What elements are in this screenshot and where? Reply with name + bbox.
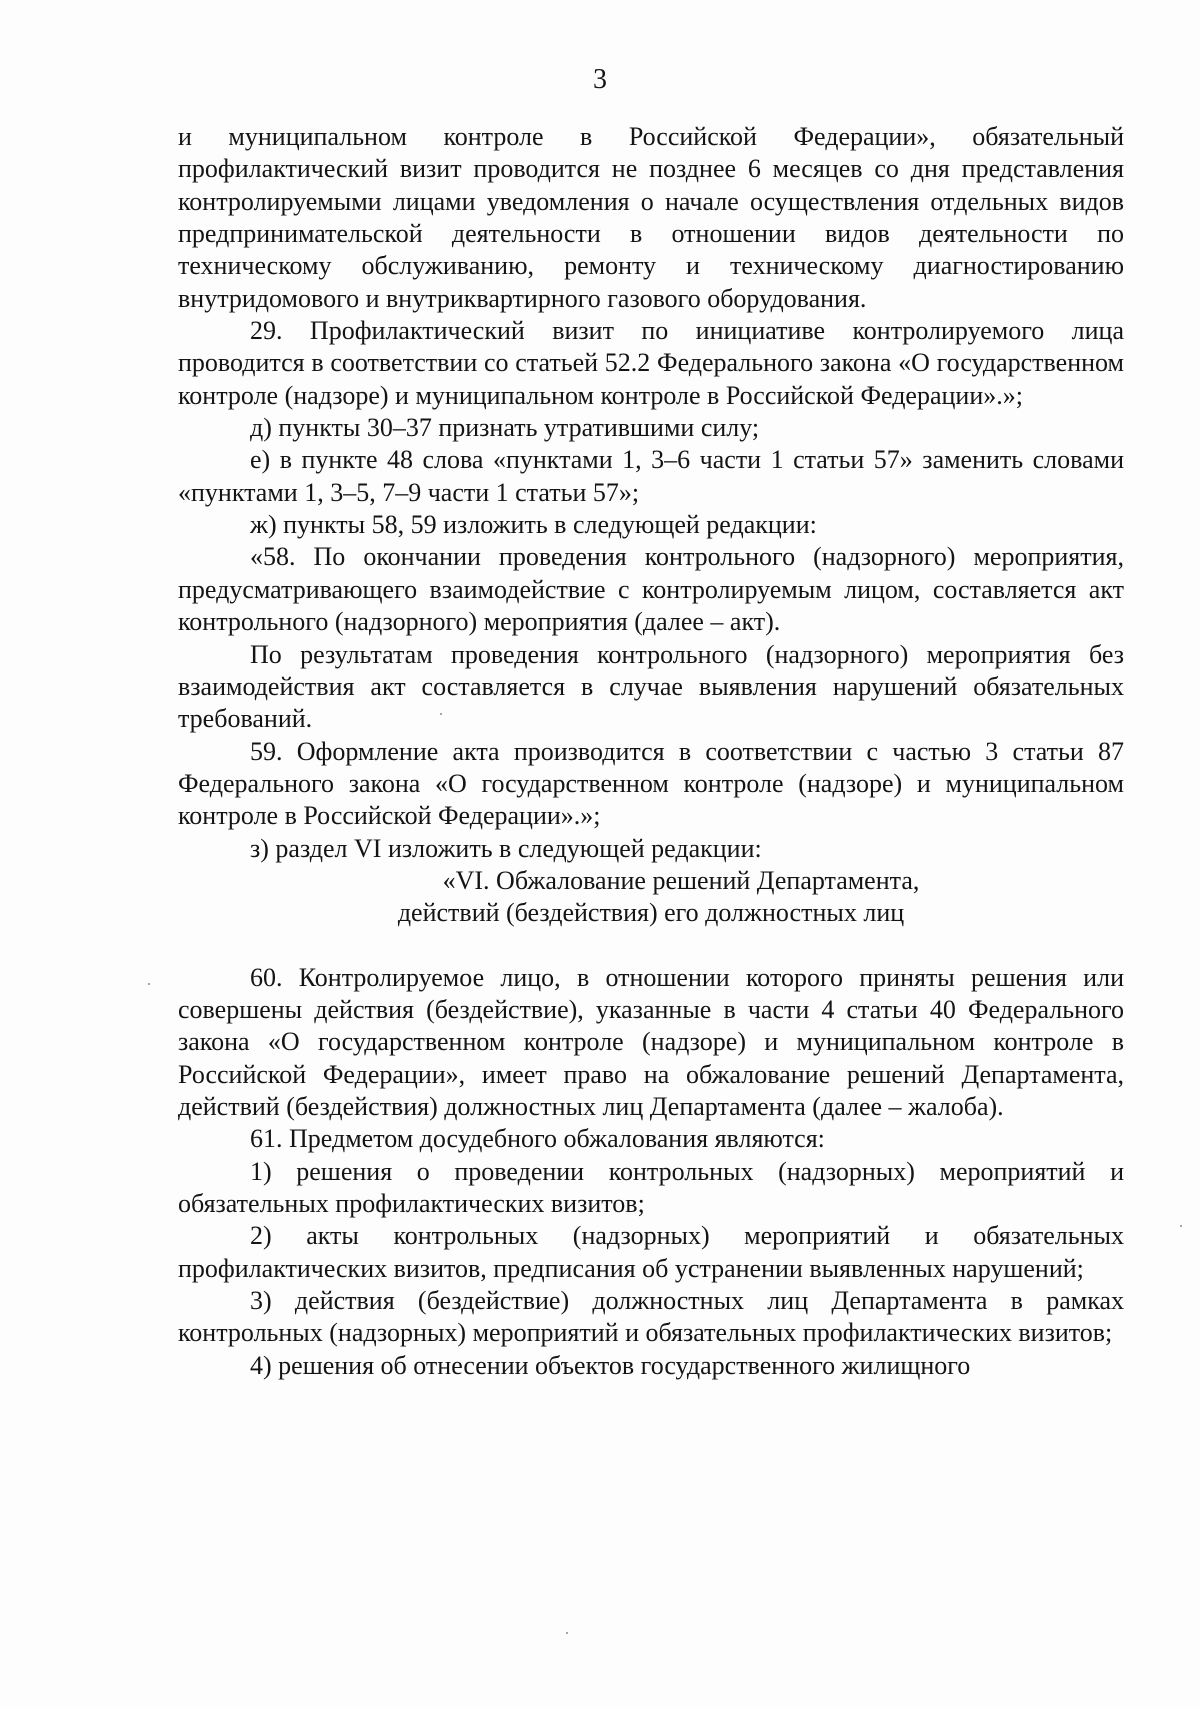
paragraph-item-61-3: 3) действия (бездействие) должностных лиц Департамента в рамках контрольных (надзорных) мероприятий и обязательных профилактических визитов; bbox=[178, 1286, 1124, 1348]
paragraph-item-60: 60. Контролируемое лицо, в отношении которого приняты решения или совершены действия (бездействие), указанные в части 4 статьи 40 Федерального закона «О государственном контроле (надзоре) и муниципальном контроле в Российской Федерации», имеет право на обжалование решений Департамента, действий (бездействия) должностных лиц Департамента (далее – жалоба). bbox=[178, 962, 1124, 1121]
section-heading bbox=[178, 865, 1124, 930]
scan-speck bbox=[148, 983, 150, 985]
paragraph-item-61-1: 1) решения о проведении контрольных (надзорных) мероприятий и обязательных профилактических визитов; bbox=[178, 1156, 1124, 1218]
paragraph-item-61: 61. Предметом досудебного обжалования являются: bbox=[250, 1124, 825, 1154]
paragraph-item-58-cont: По результатам проведения контрольного (надзорного) мероприятия без взаимодействия акт составляется в случае выявления нарушений обязательных требований. bbox=[178, 639, 1124, 734]
paragraph-item-29: 29. Профилактический визит по инициативе контролируемого лица проводится в соответствии со статьей 52.2 Федерального закона «О государственном контроле (надзоре) и муниципальном контроле в Российской Федерации».»; bbox=[178, 316, 1124, 410]
paragraph-subitem-d: д) пункты 30–37 признать утратившими силу; bbox=[250, 413, 760, 443]
paragraph-item-61-2: 2) акты контрольных (надзорных) мероприятий и обязательных профилактических визитов, предписания об устранении выявленных нарушений; bbox=[178, 1221, 1124, 1283]
document-body bbox=[178, 121, 1124, 1382]
section-heading-line-1: «VI. Обжалование решений Департамента, bbox=[442, 865, 920, 895]
paragraph-subitem-e: е) в пункте 48 слова «пунктами 1, 3–6 части 1 статьи 57» заменить словами «пунктами 1, 3–5, 7–9 части 1 статьи 57»; bbox=[178, 445, 1124, 507]
paragraph-item-58: «58. По окончании проведения контрольного (надзорного) мероприятия, предусматривающего взаимодействие с контролируемым лицом, составляется акт контрольного (надзорного) мероприятия (далее – акт). bbox=[178, 542, 1124, 637]
paragraph-continuation: и муниципальном контроле в Российской Федерации», обязательный профилактический визит проводится не позднее 6 месяцев со дня представления контролируемыми лицами уведомления о начале осуществления отдельных видов предпринимательской деятельности в отношении видов деятельности по техническому обслуживанию, ремонту и техническому диагностированию внутридомового и внутриквартирного газового оборудования. bbox=[178, 122, 1124, 313]
section-heading-line-2: действий (бездействия) его должностных лиц bbox=[397, 898, 905, 928]
paragraph-subitem-zh: ж) пункты 58, 59 изложить в следующей редакции: bbox=[250, 510, 817, 540]
paragraph-subitem-z: з) раздел VI изложить в следующей редакции: bbox=[250, 833, 762, 863]
page-number: 3 bbox=[593, 64, 607, 95]
scan-speck bbox=[1180, 1225, 1182, 1227]
scan-speck bbox=[440, 713, 442, 715]
paragraph-item-59: 59. Оформление акта производится в соответствии с частью 3 статьи 87 Федерального закона «О государственном контроле (надзоре) и муниципальном контроле в Российской Федерации».»; bbox=[178, 736, 1124, 831]
scan-speck bbox=[566, 1632, 568, 1634]
paragraph-item-61-4: 4) решения об отнесении объектов государственного жилищного bbox=[250, 1350, 971, 1380]
